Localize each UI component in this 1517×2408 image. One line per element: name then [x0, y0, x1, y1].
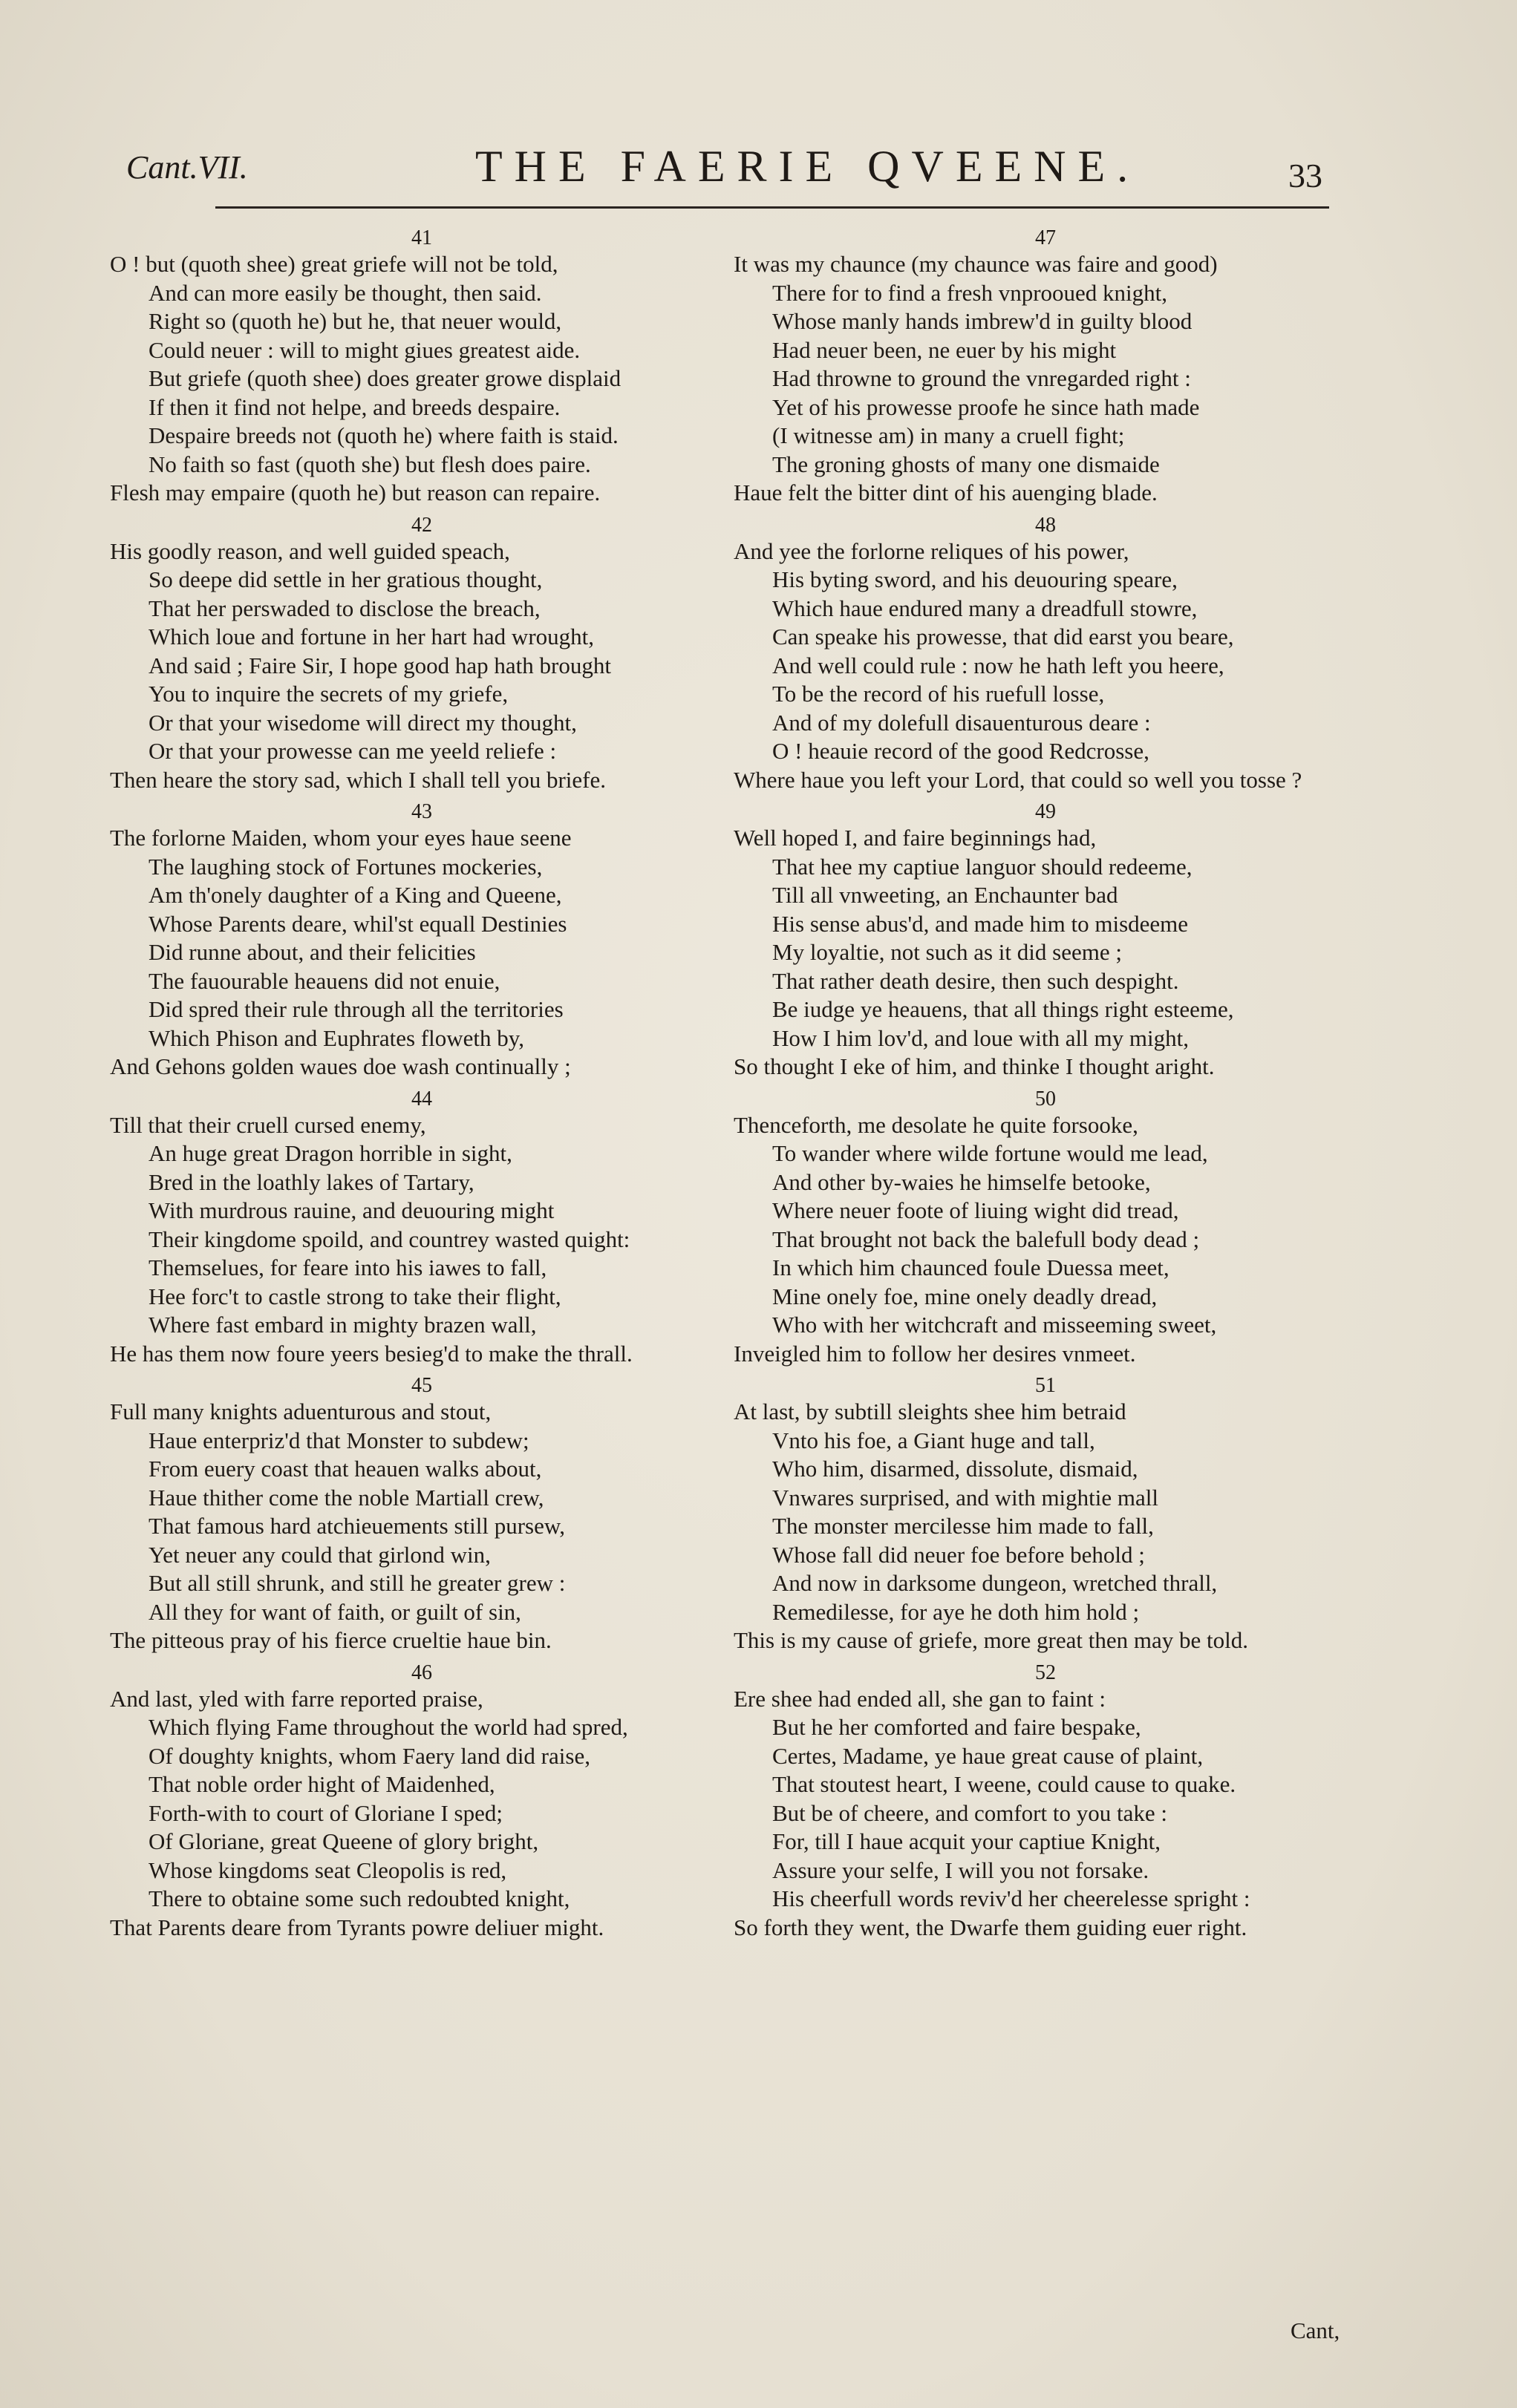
verse-line: O ! but (quoth shee) great griefe will not be told,	[110, 251, 558, 277]
stanza-number: 49	[1035, 800, 1056, 823]
verse-line: Be iudge ye heauens, that all things right esteeme,	[772, 996, 1234, 1022]
verse-line: Had neuer been, ne euer by his might	[772, 336, 1117, 363]
stanza-number: 51	[1035, 1374, 1056, 1397]
verse-line: And said ; Faire Sir, I hope good hap hath brought	[149, 652, 611, 678]
verse-line: Which flying Fame throughout the world had spred,	[149, 1714, 628, 1740]
verse-line: That Parents deare from Tyrants powre deliuer might.	[110, 1914, 604, 1940]
catchword: Cant,	[1291, 2317, 1340, 2343]
verse-line: The pitteous pray of his fierce crueltie haue bin.	[110, 1627, 552, 1653]
verse-line: My loyaltie, not such as it did seeme ;	[772, 939, 1122, 965]
verse-line: And now in darksome dungeon, wretched thrall,	[772, 1570, 1218, 1596]
verse-line: So forth they went, the Dwarfe them guiding euer right.	[734, 1914, 1247, 1940]
stanza-number: 43	[411, 800, 432, 823]
verse-line: And can more easily be thought, then said.	[149, 279, 542, 306]
verse-line: An huge great Dragon horrible in sight,	[149, 1140, 512, 1166]
header-rule	[215, 206, 1329, 209]
verse-line: His byting sword, and his deuouring speare,	[772, 566, 1178, 592]
verse-line: Which Phison and Euphrates floweth by,	[149, 1024, 524, 1051]
verse-line: At last, by subtill sleights shee him betraid	[734, 1398, 1126, 1424]
verse-line: Their kingdome spoild, and countrey wasted quight:	[149, 1226, 630, 1252]
verse-line: Who him, disarmed, dissolute, dismaid,	[772, 1456, 1138, 1482]
verse-line: That brought not back the balefull body dead ;	[772, 1226, 1200, 1252]
verse-line: Or that your prowesse can me yeeld reliefe :	[149, 738, 557, 764]
verse-line: Then heare the story sad, which I shall tell you briefe.	[110, 766, 606, 793]
running-head	[119, 141, 1426, 215]
verse-line: His sense abus'd, and made him to misdeeme	[772, 910, 1189, 937]
verse-line: But be of cheere, and comfort to you take :	[772, 1799, 1167, 1826]
verse-line: Yet neuer any could that girlond win,	[149, 1541, 491, 1568]
stanza	[110, 800, 734, 1082]
stanza	[734, 800, 1357, 1082]
verse-line: Full many knights aduenturous and stout,	[110, 1398, 492, 1424]
verse-line: And last, yled with farre reported praise,	[110, 1685, 483, 1712]
verse-line: The laughing stock of Fortunes mockeries,	[149, 853, 543, 880]
verse-line: And of my dolefull disauenturous deare :	[772, 709, 1151, 736]
verse-line: He has them now foure yeers besieg'd to make the thrall.	[110, 1340, 633, 1367]
verse-line: That rather death desire, then such despight.	[772, 967, 1179, 994]
verse-line: The fauourable heauens did not enuie,	[149, 967, 500, 994]
verse-line: You to inquire the secrets of my griefe,	[149, 681, 509, 707]
verse-line: O ! heauie record of the good Redcrosse,	[772, 738, 1149, 764]
stanza-number: 45	[411, 1374, 432, 1397]
verse-line: Themselues, for feare into his iawes to fall,	[149, 1254, 547, 1280]
verse-line: Haue enterpriz'd that Monster to subdew;	[149, 1427, 529, 1453]
stanza	[734, 514, 1357, 795]
verse-line: Till that their cruell cursed enemy,	[110, 1111, 426, 1138]
verse-line: That hee my captiue languor should redeeme,	[772, 853, 1193, 880]
verse-line: And Gehons golden waues doe wash continually ;	[110, 1053, 571, 1079]
verse-line: Of doughty knights, whom Faery land did raise,	[149, 1742, 590, 1769]
stanza	[110, 514, 734, 795]
stanza	[110, 1087, 734, 1369]
stanza-number: 52	[1035, 1661, 1056, 1684]
verse-line: It was my chaunce (my chaunce was faire and good)	[734, 251, 1218, 277]
verse-line: But he her comforted and faire bespake,	[772, 1714, 1141, 1740]
verse-line: Ere shee had ended all, she gan to faint :	[734, 1685, 1106, 1712]
right-column	[734, 226, 1357, 1948]
verse-line: Could neuer : will to might giues greatest aide.	[149, 336, 581, 363]
verse-line: All they for want of faith, or guilt of sin,	[149, 1598, 521, 1625]
verse-line: Did runne about, and their felicities	[149, 939, 476, 965]
verse-line: There for to find a fresh vnprooued knight,	[772, 279, 1168, 306]
verse-line: With murdrous rauine, and deuouring might	[149, 1197, 555, 1223]
verse-line: Who with her witchcraft and misseeming sweet,	[772, 1312, 1217, 1338]
verse-line: There to obtaine some such redoubted knight,	[149, 1885, 570, 1911]
verse-line: Flesh may empaire (quoth he) but reason can repaire.	[110, 480, 601, 506]
verse-line: So deepe did settle in her gratious thought,	[149, 566, 543, 592]
verse-line: This is my cause of griefe, more great then may be told.	[734, 1627, 1248, 1653]
stanza-number: 50	[1035, 1087, 1056, 1110]
verse-line: Whose kingdoms seat Cleopolis is red,	[149, 1856, 507, 1883]
verse-line: The forlorne Maiden, whom your eyes haue seene	[110, 825, 572, 851]
verse-line: Which haue endured many a dreadfull stowre,	[772, 595, 1198, 621]
stanza	[734, 1661, 1357, 1943]
verse-line: In which him chaunced foule Duessa meet,	[772, 1254, 1169, 1280]
verse-line: No faith so fast (quoth she) but flesh does paire.	[149, 451, 591, 477]
verse-line: To be the record of his ruefull losse,	[772, 681, 1105, 707]
verse-line: That her perswaded to disclose the breach,	[149, 595, 541, 621]
verse-line: Whose manly hands imbrew'd in guilty blood	[772, 308, 1193, 334]
stanza-number: 41	[411, 226, 432, 249]
verse-line: That famous hard atchieuements still pursew,	[149, 1513, 565, 1539]
verse-line: Which loue and fortune in her hart had wrought,	[149, 624, 595, 650]
verse-line: But all still shrunk, and still he greater grew :	[149, 1570, 566, 1596]
verse-line: From euery coast that heauen walks about,	[149, 1456, 542, 1482]
stanza-number: 44	[411, 1087, 432, 1110]
verse-line: To wander where wilde fortune would me lead,	[772, 1140, 1208, 1166]
verse-line: Bred in the loathly lakes of Tartary,	[149, 1168, 474, 1195]
verse-line: His cheerfull words reviv'd her cheerelesse spright :	[772, 1885, 1250, 1911]
verse-line: Hee forc't to castle strong to take their flight,	[149, 1283, 561, 1309]
book-title: THE FAERIE QVEENE.	[475, 142, 1141, 191]
stanza-number: 47	[1035, 226, 1056, 249]
verse-line: Yet of his prowesse proofe he since hath made	[772, 393, 1200, 420]
verse-line: That noble order hight of Maidenhed,	[149, 1771, 495, 1797]
verse-line: Vnto his foe, a Giant huge and tall,	[772, 1427, 1095, 1453]
verse-line: If then it find not helpe, and breeds despaire.	[149, 393, 561, 420]
verse-line: The groning ghosts of many one dismaide	[772, 451, 1160, 477]
verse-line: Of Gloriane, great Queene of glory bright,	[149, 1828, 539, 1854]
verse-line: So thought I eke of him, and thinke I thought aright.	[734, 1053, 1215, 1079]
stanza-number: 46	[411, 1661, 432, 1684]
stanza	[734, 1087, 1357, 1369]
verse-line: Haue thither come the noble Martiall crew,	[149, 1484, 544, 1511]
verse-line: Where haue you left your Lord, that could so well you tosse ?	[734, 766, 1302, 793]
verse-line: Am th'onely daughter of a King and Queene,	[149, 882, 562, 908]
stanza	[110, 1374, 734, 1655]
verse-line: Vnwares surprised, and with mightie mall	[772, 1484, 1159, 1511]
verse-line: And well could rule : now he hath left you heere,	[772, 652, 1224, 678]
verse-line: Inveigled him to follow her desires vnmeet.	[734, 1340, 1136, 1367]
verse-line: Despaire breeds not (quoth he) where faith is staid.	[149, 422, 619, 448]
stanza	[734, 1374, 1357, 1655]
verse-line: Or that your wisedome will direct my thought,	[149, 709, 577, 736]
canto-label: Cant.VII.	[126, 149, 248, 186]
verse-line: Where neuer foote of liuing wight did tread,	[772, 1197, 1179, 1223]
verse-line: Where fast embard in mighty brazen wall,	[149, 1312, 537, 1338]
verse-line: Whose Parents deare, whil'st equall Destinies	[149, 910, 567, 937]
left-column	[110, 226, 734, 1948]
folio-number: 33	[1288, 157, 1322, 194]
verse-line: Whose fall did neuer foe before behold ;	[772, 1541, 1145, 1568]
verse-line: But griefe (quoth shee) does greater growe displaid	[149, 365, 622, 391]
stanza	[110, 226, 734, 508]
verse-line: Right so (quoth he) but he, that neuer would,	[149, 308, 562, 334]
verse-line: And yee the forlorne reliques of his power,	[734, 537, 1129, 564]
verse-line: Forth-with to court of Gloriane I sped;	[149, 1799, 503, 1826]
verse-line: Mine onely foe, mine onely deadly dread,	[772, 1283, 1158, 1309]
verse-line: Had throwne to ground the vnregarded right :	[772, 365, 1191, 391]
verse-line: And other by-waies he himselfe betooke,	[772, 1168, 1151, 1195]
stanza	[734, 226, 1357, 508]
verse-line: Haue felt the bitter dint of his auenging blade.	[734, 480, 1158, 506]
verse-line: The monster mercilesse him made to fall,	[772, 1513, 1154, 1539]
verse-line: Can speake his prowesse, that did earst you beare,	[772, 624, 1234, 650]
stanza-number: 42	[411, 513, 432, 537]
verse-line: For, till I haue acquit your captiue Knight,	[772, 1828, 1161, 1854]
verse-line: That stoutest heart, I weene, could cause to quake.	[772, 1771, 1236, 1797]
verse-line: Till all vnweeting, an Enchaunter bad	[772, 882, 1118, 908]
verse-line: Certes, Madame, ye haue great cause of plaint,	[772, 1742, 1204, 1769]
stanza-number: 48	[1035, 513, 1056, 537]
verse-line: His goodly reason, and well guided speach,	[110, 537, 510, 564]
verse-line: (I witnesse am) in many a cruell fight;	[772, 422, 1125, 448]
verse-line: Remedilesse, for aye he doth him hold ;	[772, 1598, 1140, 1625]
stanza	[110, 1661, 734, 1943]
verse-line: Assure your selfe, I will you not forsake.	[772, 1856, 1149, 1883]
verse-line: Thenceforth, me desolate he quite forsooke,	[734, 1111, 1138, 1138]
verse-line: Well hoped I, and faire beginnings had,	[734, 825, 1097, 851]
verse-line: How I him lov'd, and loue with all my might,	[772, 1024, 1189, 1051]
verse-line: Did spred their rule through all the territories	[149, 996, 564, 1022]
